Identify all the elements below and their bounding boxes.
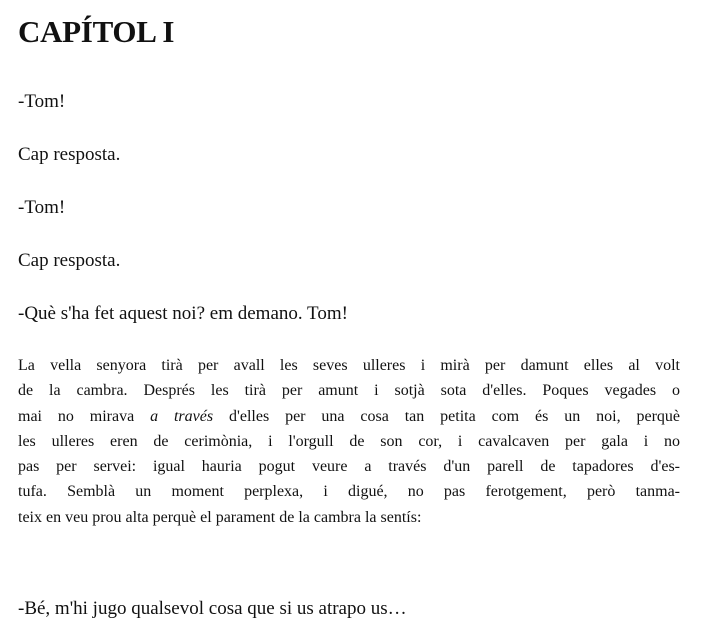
dialogue-line: -Què s'ha fet aquest noi? em demano. Tom! [18, 303, 348, 324]
book-page [18, 0, 684, 619]
closing-dialogue: -Bé, m'hi jugo qualsevol cosa que si us atrapo us… [18, 598, 407, 619]
italic-emphasis: a través [150, 407, 214, 425]
paragraph-line: pas per servei: igual hauria pogut veure a través d'un parell de tapadores d'es- [18, 458, 680, 476]
paragraph-line: tufa. Semblà un moment perplexa, i digué, no pas ferotgement, però tanma- [18, 483, 680, 501]
paragraph-line [18, 404, 680, 429]
paragraph-text: d'elles per una cosa tan petita com és un noi, perquè [228, 407, 680, 425]
chapter-title: CAPÍTOL I [18, 14, 175, 49]
paragraph-line: de la cambra. Després les tirà per amunt i sotjà sota d'elles. Poques vegades o [18, 382, 680, 400]
dialogue-line: -Tom! [18, 197, 66, 218]
dialogue-line: Cap resposta. [18, 144, 121, 165]
paragraph-line: teix en veu prou alta perquè el parament de la cambra la sentís: [18, 508, 422, 526]
dialogue-line: -Tom! [18, 91, 66, 112]
paragraph-line: La vella senyora tirà per avall les seves ulleres i mirà per damunt elles al volt [18, 357, 680, 374]
narrative-paragraph [18, 353, 680, 530]
paragraph-line: les ulleres eren de cerimònia, i l'orgull de son cor, i cavalcaven per gala i no [18, 432, 680, 450]
dialogue-line: Cap resposta. [18, 250, 121, 271]
paragraph-text: mai no mirava [18, 407, 135, 425]
